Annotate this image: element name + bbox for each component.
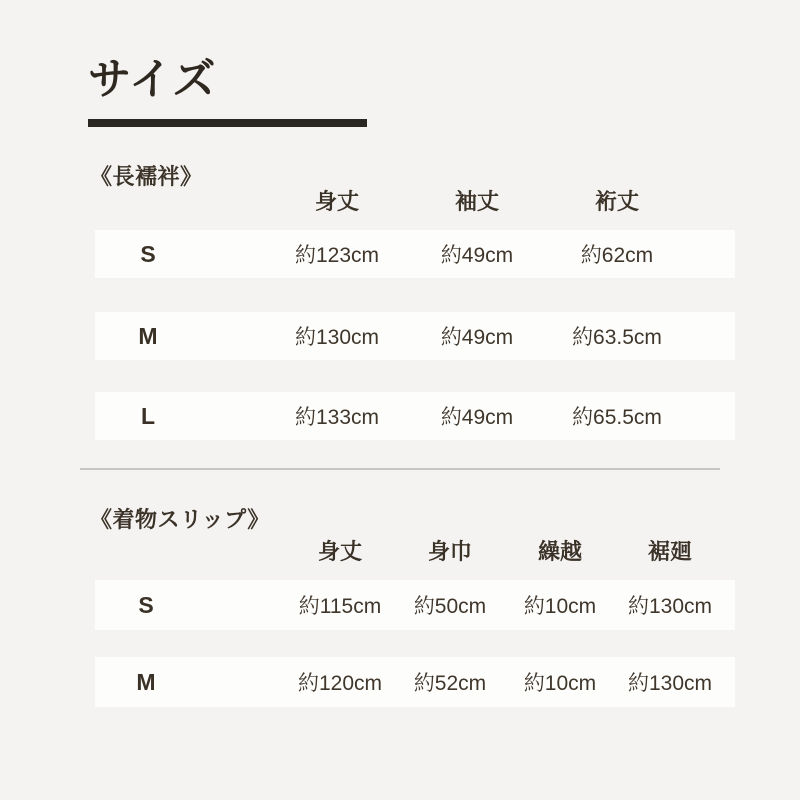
size-label: S bbox=[138, 591, 154, 618]
measurement-value: 約49cm bbox=[440, 326, 514, 349]
column-header: 身丈 bbox=[314, 188, 359, 214]
table-row bbox=[95, 657, 735, 707]
table-row bbox=[95, 230, 735, 278]
section-divider bbox=[80, 468, 720, 470]
size-label: M bbox=[136, 668, 156, 695]
size-label: M bbox=[138, 322, 158, 349]
measurement-value: 約115cm bbox=[298, 595, 382, 618]
table-row bbox=[95, 392, 735, 440]
measurement-value: 約63.5cm bbox=[572, 326, 662, 349]
measurement-value: 約123cm bbox=[294, 244, 380, 267]
column-header: 裾廻 bbox=[647, 538, 692, 564]
section-label-kimono-slip: 《着物スリップ》 bbox=[90, 507, 270, 532]
measurement-value: 約65.5cm bbox=[572, 406, 662, 429]
table-header-nagajuban bbox=[95, 186, 735, 214]
measurement-value: 約130cm bbox=[627, 595, 713, 618]
column-header: 繰越 bbox=[537, 538, 582, 564]
size-label: S bbox=[140, 240, 156, 267]
measurement-value: 約50cm bbox=[413, 595, 487, 618]
measurement-value: 約52cm bbox=[413, 672, 487, 695]
page-title: サイズ bbox=[88, 56, 217, 104]
column-header: 裄丈 bbox=[594, 188, 639, 214]
table-header-kimono-slip bbox=[95, 536, 735, 564]
measurement-value: 約130cm bbox=[627, 672, 713, 695]
size-label: L bbox=[140, 402, 156, 429]
table-row bbox=[95, 580, 735, 630]
measurement-value: 約49cm bbox=[440, 244, 514, 267]
column-header: 身丈 bbox=[317, 538, 362, 564]
measurement-value: 約10cm bbox=[523, 672, 597, 695]
measurement-value: 約133cm bbox=[294, 406, 380, 429]
section-label-nagajuban: 《長襦袢》 bbox=[90, 164, 203, 189]
measurement-value: 約130cm bbox=[294, 326, 380, 349]
measurement-value: 約49cm bbox=[440, 406, 514, 429]
measurement-value: 約62cm bbox=[580, 244, 654, 267]
measurement-value: 約10cm bbox=[523, 595, 597, 618]
table-row bbox=[95, 312, 735, 360]
title-underline bbox=[88, 119, 367, 127]
column-header: 袖丈 bbox=[454, 188, 499, 214]
column-header: 身巾 bbox=[427, 538, 472, 564]
measurement-value: 約120cm bbox=[297, 672, 383, 695]
